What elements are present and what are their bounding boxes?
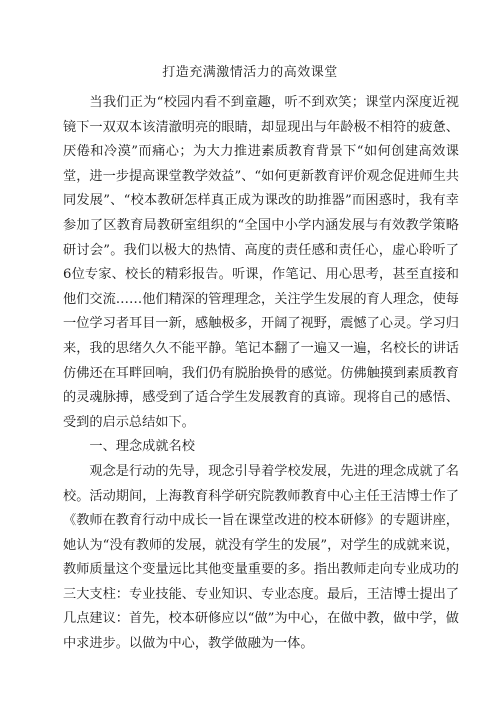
- document-body: [63, 91, 459, 657]
- section-heading: 一、理念成就名校: [89, 439, 195, 455]
- document-title: 打造充满激情活力的高效课堂: [162, 65, 338, 80]
- body-paragraph: 当我们正为“校园内看不到童趣，听不到欢笑；课堂内深度近视镜下一双双本该清澈明亮的眼睛，却显现出与年龄极不相符的疲惫、厌倦和冷漠”而痛心；为大力推进素质教育背景下“如何创建高效课堂，进一步提高课堂教学效益”、“如何更新教育评价观念促进师生共同发展”、“校本教研怎样真正成为课改的助推器”而困惑时，我有幸参加了区教育局教研室组织的“全国中小学内涵发展与有效教学策略研讨会”。我们以极大的热情、高度的责任感和责任心，虚心聆听了6位专家、校长的精彩报告。听课，作笔记、用心思考，甚至直接和他们交流……他们精深的管理理念，关注学生发展的育人理念，使每一位学习者耳目一新，感触极多，开阔了视野，震憾了心灵。学习归来，我的思绪久久不能平静。笔记本翻了一遍又一遍，名校长的讲话仿佛还在耳畔回响，我们仍有脱胎换骨的感觉。仿佛触摸到素质教育的灵魂脉搏，感受到了适合学生发展教育的真谛。现将自己的感悟、受到的启示总结如下。: [63, 95, 459, 430]
- body-paragraph: 观念是行动的先导，现念引导着学校发展，先进的理念成就了名校。活动期间，上海教育科学研究院教师教育中心主任王洁博士作了《教师在教育行动中成长一旨在课堂改进的校本研修》的专题讲座，她认为“没有教师的发展，就没有学生的发展”，对学生的成就来说，教师质量这个变量远比其他变量重要的多。指出教师走向专业成功的三大支柱：专业技能、专业知识、专业态度。最后，王洁博士提出了几点建议：首先，校本研修应以“做”为中心，在做中教，做中学，做中求进步。以做为中心，教学做融为一体。: [63, 463, 459, 652]
